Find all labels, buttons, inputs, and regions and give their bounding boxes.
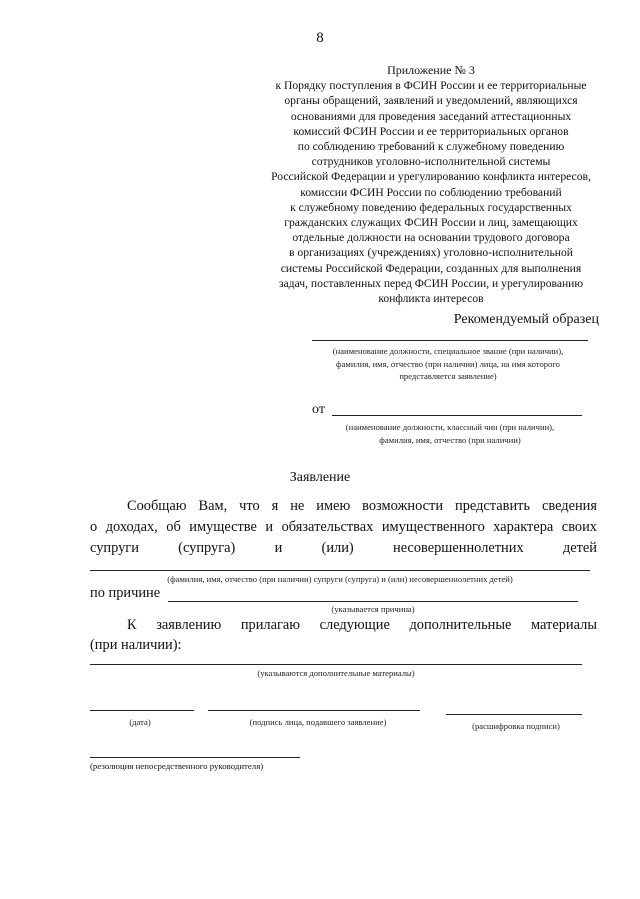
paragraph-1-line-1: Сообщаю Вам, что я не имею возможности представить сведения [127, 498, 597, 514]
addressee-note [296, 345, 600, 383]
appendix-line: гражданских служащих ФСИН России и лиц, замещающих [284, 216, 578, 230]
appendix-line: по соблюдению требований к служебному поведению [297, 140, 565, 154]
appendix-line: отдельные должности на основании трудового договора [292, 231, 570, 245]
from-label: от [312, 402, 325, 417]
appendix-line: к служебному поведению федеральных государственных [290, 200, 572, 214]
appendix-line: Российской Федерации и урегулированию конфликта интересов, [271, 170, 591, 184]
paragraph-1-line-3: супруги (супруга) и (или) несовершеннолетних детей [90, 540, 597, 556]
appendix-line: конфликта интересов [378, 292, 484, 306]
spouse-children-field[interactable] [90, 570, 590, 571]
appendix-line: сотрудников уголовно-исполнительной системы [311, 155, 551, 169]
recommended-sample-label: Рекомендуемый образец [453, 312, 599, 327]
reason-field[interactable] [168, 601, 578, 602]
sender-note [308, 421, 592, 446]
reason-label: по причине [90, 585, 161, 601]
signature-field[interactable] [208, 710, 420, 711]
appendix-title: Приложение № 3 [387, 63, 475, 77]
paragraph-1-line-2: о доходах, об имуществе и обязательствах имущественного характера своих [90, 519, 597, 535]
paragraph-2-line-1: К заявлению прилагаю следующие дополнительные материалы [127, 617, 597, 633]
signature-decode-field[interactable] [446, 714, 582, 715]
document-heading: Заявление [289, 470, 351, 485]
sender-note-line: (наименование должности, классный чин (при наличии), [345, 422, 555, 432]
appendix-line: системы Российской Федерации, созданных для выполнения [280, 261, 582, 275]
reason-note: (указывается причина) [331, 604, 415, 614]
appendix-line: комиссии ФСИН России по соблюдению требований [300, 185, 562, 199]
appendix-header [232, 63, 630, 306]
date-note: (дата) [129, 717, 151, 727]
addressee-field[interactable] [312, 340, 588, 341]
page-number: 8 [316, 30, 324, 46]
resolution-field[interactable] [90, 757, 300, 758]
resolution-note: (резолюция непосредственного руководителя) [90, 761, 264, 771]
spouse-children-note: (фамилия, имя, отчество (при наличии) супруги (супруга) и (или) несовершеннолетних детей) [167, 574, 513, 584]
date-field[interactable] [90, 710, 194, 711]
paragraph-2-line-2: (при наличии): [90, 637, 182, 653]
addressee-note-line: фамилия, имя, отчество (при наличии) лица, на имя которого [336, 358, 560, 369]
appendix-line: задач, поставленных перед ФСИН России, и урегулированию [278, 276, 584, 290]
addressee-note-line: представляется заявление) [399, 371, 497, 381]
sender-field[interactable] [332, 415, 582, 416]
materials-field[interactable] [90, 664, 582, 665]
sender-note-line: фамилия, имя, отчество (при наличии) [379, 434, 521, 445]
appendix-line: органы обращений, заявлений и уведомлений, являющихся [284, 94, 578, 108]
addressee-note-line: (наименование должности, специальное звание (при наличии), [332, 346, 564, 356]
appendix-line: основаниями для проведения заседаний аттестационных [290, 109, 572, 123]
appendix-line: к Порядку поступления в ФСИН России и ее территориальные [275, 79, 587, 93]
appendix-line: в организациях (учреждениях) уголовно-исполнительной [289, 246, 573, 260]
signature-decode-note: (расшифровка подписи) [472, 721, 560, 731]
materials-note: (указываются дополнительные материалы) [257, 668, 415, 678]
appendix-line: комиссий ФСИН России и ее территориальных органов [293, 124, 569, 138]
signature-note: (подпись лица, подавшего заявление) [249, 717, 387, 727]
